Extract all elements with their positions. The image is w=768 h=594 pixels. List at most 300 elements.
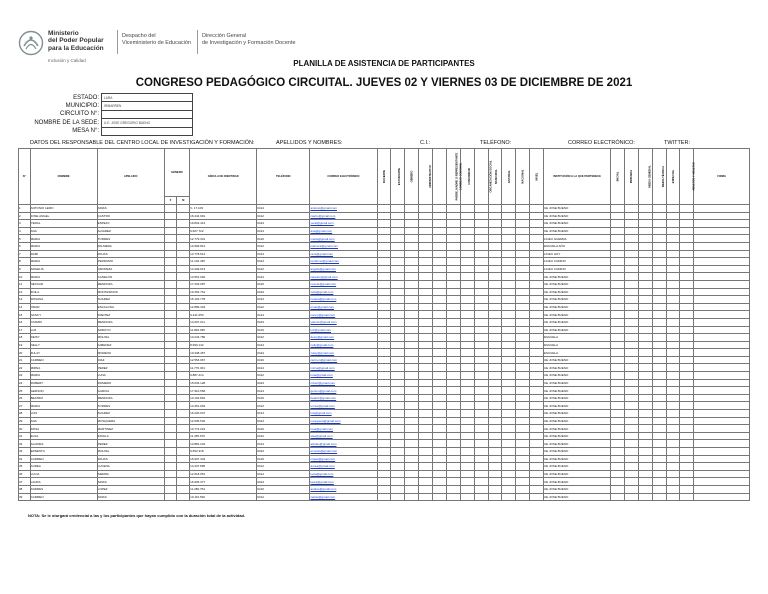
row-email[interactable]: luis@gmail.com (310, 410, 377, 418)
row-role-cell[interactable] (433, 493, 447, 501)
row-level-cell[interactable] (624, 379, 638, 387)
row-role-cell[interactable] (419, 341, 433, 349)
row-role-cell[interactable] (377, 326, 391, 334)
row-role-cell[interactable] (502, 205, 516, 213)
row-level-cell[interactable] (624, 258, 638, 266)
row-role-cell[interactable] (391, 273, 405, 281)
row-role-cell[interactable] (516, 280, 530, 288)
row-level-cell[interactable] (624, 440, 638, 448)
row-level-cell[interactable] (666, 463, 680, 471)
row-role-cell[interactable] (405, 387, 419, 395)
row-role-cell[interactable] (502, 280, 516, 288)
row-role-cell[interactable] (446, 493, 460, 501)
row-role-cell[interactable] (391, 334, 405, 342)
row-role-cell[interactable] (502, 296, 516, 304)
row-level-cell[interactable] (680, 227, 694, 235)
row-level-cell[interactable] (638, 273, 652, 281)
row-role-cell[interactable] (460, 265, 474, 273)
row-role-cell[interactable] (377, 212, 391, 220)
row-level-cell[interactable] (611, 280, 625, 288)
row-level-cell[interactable] (652, 280, 666, 288)
row-signature[interactable] (694, 265, 750, 273)
row-gender-f[interactable] (164, 235, 177, 243)
row-role-cell[interactable] (516, 493, 530, 501)
row-signature[interactable] (694, 470, 750, 478)
row-role-cell[interactable] (488, 280, 502, 288)
row-level-cell[interactable] (638, 485, 652, 493)
row-role-cell[interactable] (391, 212, 405, 220)
row-gender-m[interactable] (177, 432, 190, 440)
row-level-cell[interactable] (611, 402, 625, 410)
row-role-cell[interactable] (488, 273, 502, 281)
row-role-cell[interactable] (502, 372, 516, 380)
row-role-cell[interactable] (460, 417, 474, 425)
row-role-cell[interactable] (433, 485, 447, 493)
row-role-cell[interactable] (488, 250, 502, 258)
row-role-cell[interactable] (488, 485, 502, 493)
row-level-cell[interactable] (680, 402, 694, 410)
row-level-cell[interactable] (611, 326, 625, 334)
row-role-cell[interactable] (474, 280, 488, 288)
row-role-cell[interactable] (446, 296, 460, 304)
row-role-cell[interactable] (405, 463, 419, 471)
row-level-cell[interactable] (624, 493, 638, 501)
row-role-cell[interactable] (405, 485, 419, 493)
row-role-cell[interactable] (433, 288, 447, 296)
row-signature[interactable] (694, 485, 750, 493)
row-level-cell[interactable] (652, 410, 666, 418)
row-role-cell[interactable] (419, 349, 433, 357)
row-signature[interactable] (694, 478, 750, 486)
row-role-cell[interactable] (488, 417, 502, 425)
row-role-cell[interactable] (474, 258, 488, 266)
row-email[interactable]: ernesto@gmail.com (310, 448, 377, 456)
row-role-cell[interactable] (419, 432, 433, 440)
row-role-cell[interactable] (474, 432, 488, 440)
row-level-cell[interactable] (638, 258, 652, 266)
row-role-cell[interactable] (433, 402, 447, 410)
row-role-cell[interactable] (460, 463, 474, 471)
row-role-cell[interactable] (530, 205, 544, 213)
row-level-cell[interactable] (666, 394, 680, 402)
row-role-cell[interactable] (516, 311, 530, 319)
row-email[interactable]: elsa@gmail.com (310, 432, 377, 440)
row-level-cell[interactable] (638, 372, 652, 380)
row-role-cell[interactable] (516, 227, 530, 235)
row-signature[interactable] (694, 379, 750, 387)
row-role-cell[interactable] (530, 364, 544, 372)
row-role-cell[interactable] (419, 280, 433, 288)
row-level-cell[interactable] (652, 205, 666, 213)
row-level-cell[interactable] (652, 417, 666, 425)
row-role-cell[interactable] (419, 212, 433, 220)
row-email[interactable]: carias@gmail.com (310, 493, 377, 501)
row-role-cell[interactable] (419, 334, 433, 342)
row-level-cell[interactable] (611, 205, 625, 213)
row-level-cell[interactable] (666, 470, 680, 478)
row-role-cell[interactable] (419, 273, 433, 281)
row-role-cell[interactable] (405, 250, 419, 258)
row-level-cell[interactable] (638, 440, 652, 448)
row-role-cell[interactable] (433, 440, 447, 448)
row-role-cell[interactable] (446, 318, 460, 326)
row-level-cell[interactable] (611, 493, 625, 501)
row-gender-m[interactable] (177, 242, 190, 250)
row-role-cell[interactable] (488, 356, 502, 364)
row-level-cell[interactable] (666, 280, 680, 288)
row-role-cell[interactable] (516, 402, 530, 410)
row-email[interactable]: yeral@gmail.com (310, 220, 377, 228)
row-role-cell[interactable] (433, 463, 447, 471)
row-role-cell[interactable] (474, 448, 488, 456)
row-level-cell[interactable] (652, 463, 666, 471)
row-role-cell[interactable] (377, 440, 391, 448)
row-role-cell[interactable] (405, 318, 419, 326)
row-role-cell[interactable] (377, 394, 391, 402)
row-role-cell[interactable] (391, 326, 405, 334)
row-level-cell[interactable] (666, 478, 680, 486)
row-role-cell[interactable] (474, 341, 488, 349)
row-level-cell[interactable] (638, 326, 652, 334)
row-level-cell[interactable] (638, 205, 652, 213)
row-level-cell[interactable] (638, 432, 652, 440)
row-role-cell[interactable] (433, 205, 447, 213)
row-role-cell[interactable] (502, 242, 516, 250)
row-role-cell[interactable] (405, 432, 419, 440)
row-level-cell[interactable] (624, 432, 638, 440)
row-level-cell[interactable] (638, 402, 652, 410)
row-role-cell[interactable] (516, 485, 530, 493)
row-level-cell[interactable] (666, 318, 680, 326)
row-role-cell[interactable] (391, 318, 405, 326)
row-role-cell[interactable] (377, 493, 391, 501)
row-signature[interactable] (694, 356, 750, 364)
location-value[interactable] (102, 110, 193, 118)
row-role-cell[interactable] (405, 220, 419, 228)
row-email[interactable]: mosquera@gmail.com (310, 417, 377, 425)
row-level-cell[interactable] (638, 334, 652, 342)
row-role-cell[interactable] (391, 280, 405, 288)
row-role-cell[interactable] (488, 303, 502, 311)
row-gender-f[interactable] (164, 455, 177, 463)
row-role-cell[interactable] (433, 394, 447, 402)
row-level-cell[interactable] (666, 341, 680, 349)
row-role-cell[interactable] (488, 288, 502, 296)
row-level-cell[interactable] (611, 311, 625, 319)
row-role-cell[interactable] (446, 242, 460, 250)
row-role-cell[interactable] (474, 364, 488, 372)
row-role-cell[interactable] (433, 326, 447, 334)
row-signature[interactable] (694, 288, 750, 296)
row-role-cell[interactable] (474, 379, 488, 387)
row-gender-m[interactable] (177, 205, 190, 213)
row-role-cell[interactable] (460, 364, 474, 372)
row-level-cell[interactable] (624, 448, 638, 456)
row-level-cell[interactable] (652, 334, 666, 342)
row-level-cell[interactable] (652, 372, 666, 380)
row-level-cell[interactable] (666, 303, 680, 311)
row-gender-m[interactable] (177, 212, 190, 220)
row-role-cell[interactable] (391, 440, 405, 448)
row-email[interactable]: aurea@gmail.com (310, 463, 377, 471)
row-gender-f[interactable] (164, 250, 177, 258)
row-role-cell[interactable] (377, 379, 391, 387)
row-role-cell[interactable] (377, 387, 391, 395)
row-role-cell[interactable] (391, 227, 405, 235)
row-role-cell[interactable] (433, 387, 447, 395)
row-role-cell[interactable] (488, 448, 502, 456)
row-role-cell[interactable] (516, 470, 530, 478)
location-value[interactable] (102, 127, 193, 135)
row-email[interactable]: robert@gmail.com (310, 379, 377, 387)
row-level-cell[interactable] (680, 417, 694, 425)
row-level-cell[interactable] (611, 455, 625, 463)
row-level-cell[interactable] (666, 417, 680, 425)
row-role-cell[interactable] (530, 349, 544, 357)
row-role-cell[interactable] (446, 326, 460, 334)
row-role-cell[interactable] (502, 379, 516, 387)
row-level-cell[interactable] (638, 394, 652, 402)
row-role-cell[interactable] (460, 402, 474, 410)
row-role-cell[interactable] (377, 410, 391, 418)
row-gender-f[interactable] (164, 288, 177, 296)
row-gender-f[interactable] (164, 341, 177, 349)
row-role-cell[interactable] (419, 417, 433, 425)
row-level-cell[interactable] (666, 432, 680, 440)
row-role-cell[interactable] (530, 265, 544, 273)
row-role-cell[interactable] (516, 387, 530, 395)
row-role-cell[interactable] (419, 250, 433, 258)
row-level-cell[interactable] (666, 235, 680, 243)
row-level-cell[interactable] (624, 341, 638, 349)
row-role-cell[interactable] (474, 387, 488, 395)
row-gender-m[interactable] (177, 318, 190, 326)
row-level-cell[interactable] (624, 334, 638, 342)
row-role-cell[interactable] (530, 258, 544, 266)
row-role-cell[interactable] (460, 341, 474, 349)
row-level-cell[interactable] (680, 432, 694, 440)
row-role-cell[interactable] (488, 372, 502, 380)
row-role-cell[interactable] (377, 341, 391, 349)
row-role-cell[interactable] (446, 250, 460, 258)
row-level-cell[interactable] (611, 212, 625, 220)
row-role-cell[interactable] (516, 341, 530, 349)
row-role-cell[interactable] (460, 372, 474, 380)
row-role-cell[interactable] (488, 242, 502, 250)
row-role-cell[interactable] (446, 425, 460, 433)
row-level-cell[interactable] (666, 227, 680, 235)
row-role-cell[interactable] (516, 349, 530, 357)
row-role-cell[interactable] (405, 478, 419, 486)
row-level-cell[interactable] (680, 448, 694, 456)
row-role-cell[interactable] (460, 432, 474, 440)
row-email[interactable]: maria@gmail.com (310, 235, 377, 243)
row-level-cell[interactable] (624, 235, 638, 243)
row-role-cell[interactable] (530, 493, 544, 501)
row-level-cell[interactable] (624, 478, 638, 486)
row-gender-f[interactable] (164, 205, 177, 213)
row-role-cell[interactable] (488, 379, 502, 387)
row-role-cell[interactable] (474, 242, 488, 250)
row-role-cell[interactable] (433, 220, 447, 228)
row-role-cell[interactable] (460, 470, 474, 478)
row-role-cell[interactable] (502, 440, 516, 448)
row-role-cell[interactable] (488, 311, 502, 319)
row-role-cell[interactable] (530, 440, 544, 448)
row-role-cell[interactable] (446, 394, 460, 402)
row-role-cell[interactable] (488, 410, 502, 418)
row-role-cell[interactable] (377, 242, 391, 250)
row-role-cell[interactable] (488, 318, 502, 326)
row-signature[interactable] (694, 258, 750, 266)
row-role-cell[interactable] (377, 478, 391, 486)
row-level-cell[interactable] (652, 220, 666, 228)
row-gender-f[interactable] (164, 379, 177, 387)
row-role-cell[interactable] (460, 440, 474, 448)
row-role-cell[interactable] (502, 227, 516, 235)
row-level-cell[interactable] (666, 205, 680, 213)
row-role-cell[interactable] (391, 311, 405, 319)
row-role-cell[interactable] (488, 265, 502, 273)
row-level-cell[interactable] (624, 280, 638, 288)
row-signature[interactable] (694, 432, 750, 440)
row-role-cell[interactable] (502, 356, 516, 364)
row-role-cell[interactable] (502, 341, 516, 349)
row-role-cell[interactable] (391, 493, 405, 501)
row-role-cell[interactable] (474, 394, 488, 402)
row-level-cell[interactable] (680, 493, 694, 501)
row-role-cell[interactable] (405, 242, 419, 250)
row-role-cell[interactable] (530, 425, 544, 433)
row-role-cell[interactable] (474, 205, 488, 213)
row-role-cell[interactable] (391, 349, 405, 357)
row-role-cell[interactable] (474, 402, 488, 410)
row-level-cell[interactable] (624, 463, 638, 471)
row-role-cell[interactable] (377, 356, 391, 364)
row-role-cell[interactable] (433, 242, 447, 250)
row-role-cell[interactable] (391, 417, 405, 425)
row-role-cell[interactable] (488, 227, 502, 235)
row-role-cell[interactable] (446, 288, 460, 296)
row-role-cell[interactable] (488, 493, 502, 501)
row-role-cell[interactable] (405, 235, 419, 243)
row-role-cell[interactable] (446, 341, 460, 349)
row-role-cell[interactable] (419, 288, 433, 296)
row-role-cell[interactable] (419, 448, 433, 456)
row-role-cell[interactable] (530, 288, 544, 296)
row-level-cell[interactable] (624, 402, 638, 410)
row-role-cell[interactable] (433, 448, 447, 456)
row-gender-f[interactable] (164, 470, 177, 478)
row-role-cell[interactable] (516, 212, 530, 220)
row-role-cell[interactable] (419, 326, 433, 334)
row-level-cell[interactable] (652, 296, 666, 304)
row-email[interactable]: alcides@gmail.com (310, 440, 377, 448)
row-role-cell[interactable] (474, 303, 488, 311)
row-signature[interactable] (694, 326, 750, 334)
row-role-cell[interactable] (516, 296, 530, 304)
row-role-cell[interactable] (488, 463, 502, 471)
row-role-cell[interactable] (419, 379, 433, 387)
row-role-cell[interactable] (446, 205, 460, 213)
row-role-cell[interactable] (530, 478, 544, 486)
row-role-cell[interactable] (530, 387, 544, 395)
row-level-cell[interactable] (680, 280, 694, 288)
row-signature[interactable] (694, 227, 750, 235)
row-level-cell[interactable] (611, 227, 625, 235)
row-email[interactable]: perdomo@gmail.com (310, 258, 377, 266)
row-level-cell[interactable] (638, 493, 652, 501)
row-role-cell[interactable] (433, 334, 447, 342)
row-role-cell[interactable] (530, 220, 544, 228)
row-role-cell[interactable] (474, 455, 488, 463)
row-gender-f[interactable] (164, 227, 177, 235)
row-gender-m[interactable] (177, 288, 190, 296)
row-gender-f[interactable] (164, 372, 177, 380)
row-role-cell[interactable] (460, 296, 474, 304)
row-role-cell[interactable] (474, 410, 488, 418)
row-email[interactable]: deisy@gmail.com (310, 334, 377, 342)
row-level-cell[interactable] (680, 326, 694, 334)
row-role-cell[interactable] (391, 410, 405, 418)
row-role-cell[interactable] (530, 372, 544, 380)
row-role-cell[interactable] (460, 227, 474, 235)
row-level-cell[interactable] (611, 235, 625, 243)
row-gender-f[interactable] (164, 364, 177, 372)
row-level-cell[interactable] (666, 425, 680, 433)
row-signature[interactable] (694, 318, 750, 326)
row-role-cell[interactable] (391, 258, 405, 266)
row-level-cell[interactable] (638, 212, 652, 220)
row-gender-f[interactable] (164, 273, 177, 281)
row-level-cell[interactable] (652, 493, 666, 501)
row-role-cell[interactable] (516, 463, 530, 471)
row-level-cell[interactable] (652, 485, 666, 493)
row-role-cell[interactable] (433, 235, 447, 243)
row-role-cell[interactable] (405, 417, 419, 425)
row-role-cell[interactable] (405, 280, 419, 288)
row-level-cell[interactable] (611, 417, 625, 425)
row-level-cell[interactable] (680, 394, 694, 402)
row-level-cell[interactable] (666, 258, 680, 266)
row-signature[interactable] (694, 220, 750, 228)
row-role-cell[interactable] (433, 303, 447, 311)
row-role-cell[interactable] (530, 485, 544, 493)
row-role-cell[interactable] (474, 463, 488, 471)
row-level-cell[interactable] (652, 440, 666, 448)
row-gender-f[interactable] (164, 265, 177, 273)
row-email[interactable]: andres@gmail.com (310, 485, 377, 493)
row-level-cell[interactable] (624, 242, 638, 250)
row-email[interactable]: palmera@gmail.com (310, 242, 377, 250)
row-role-cell[interactable] (474, 212, 488, 220)
row-gender-m[interactable] (177, 220, 190, 228)
row-role-cell[interactable] (446, 258, 460, 266)
row-gender-m[interactable] (177, 311, 190, 319)
row-email[interactable]: zoila@gmail.com (310, 288, 377, 296)
row-level-cell[interactable] (652, 356, 666, 364)
row-gender-f[interactable] (164, 296, 177, 304)
row-level-cell[interactable] (624, 470, 638, 478)
row-gender-f[interactable] (164, 387, 177, 395)
row-role-cell[interactable] (502, 311, 516, 319)
row-role-cell[interactable] (474, 273, 488, 281)
row-role-cell[interactable] (433, 356, 447, 364)
row-role-cell[interactable] (377, 235, 391, 243)
row-gender-m[interactable] (177, 326, 190, 334)
row-gender-m[interactable] (177, 485, 190, 493)
row-role-cell[interactable] (405, 493, 419, 501)
